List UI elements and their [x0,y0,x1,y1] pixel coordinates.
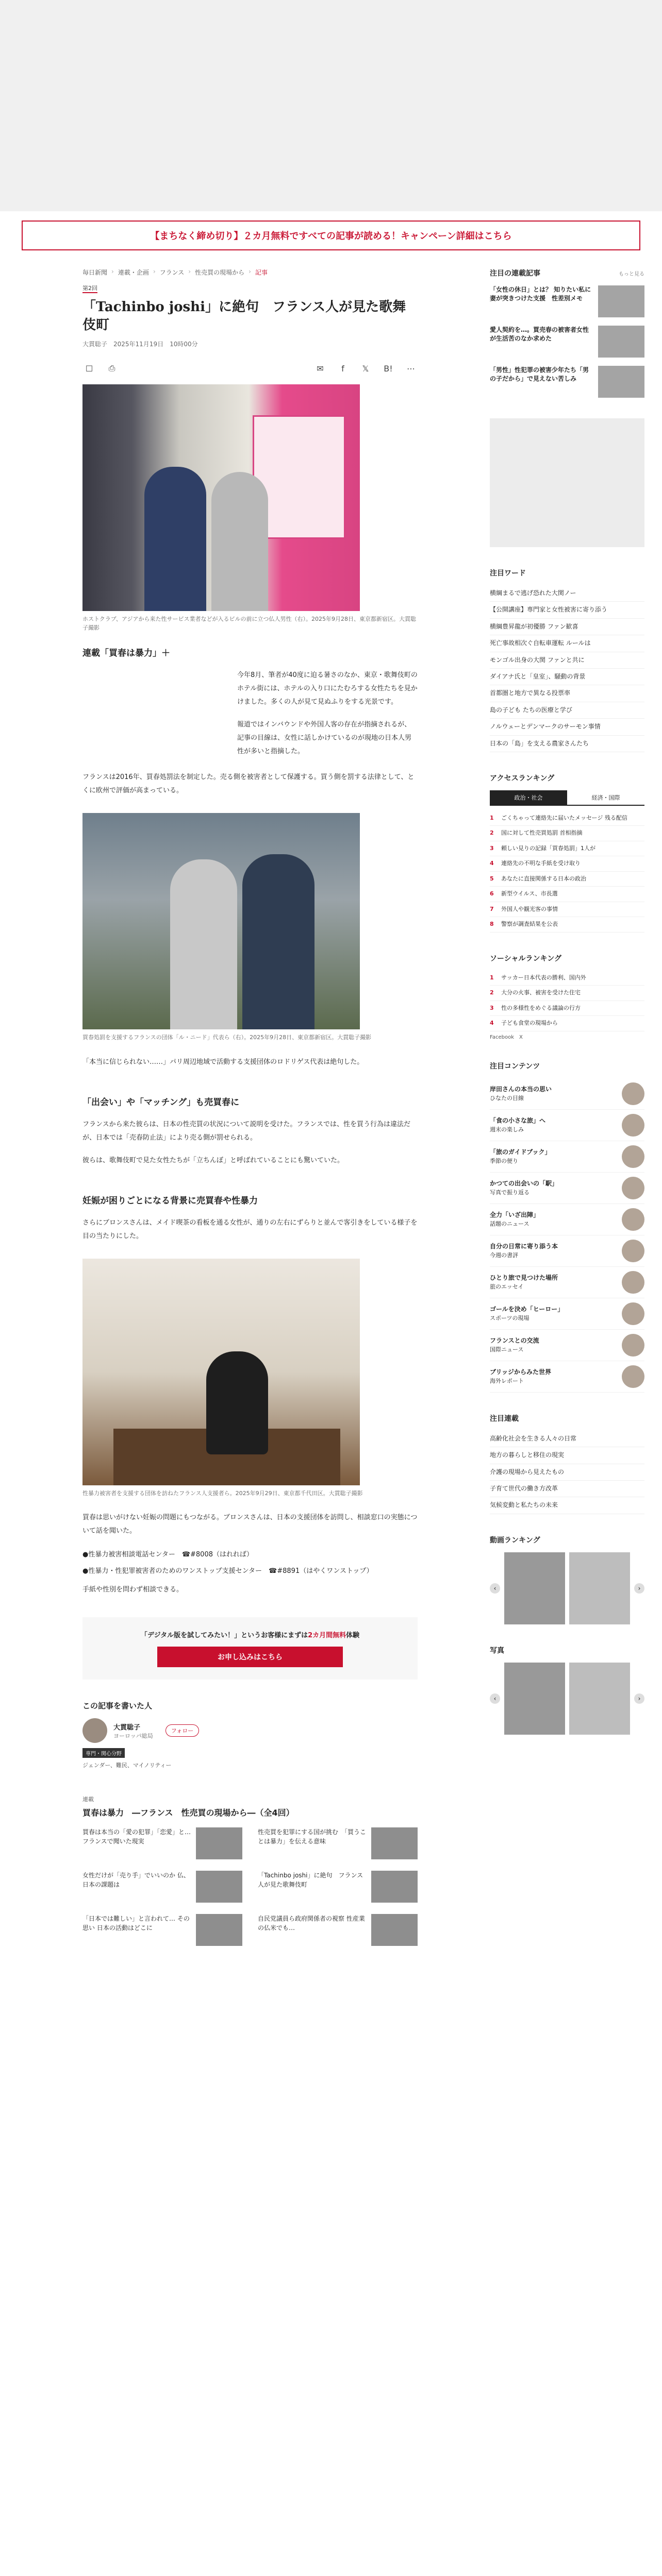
list-item[interactable]: 自分の日常に寄り添う本 今週の書評 [490,1235,644,1267]
sidebar-heading: 注目ワード [490,569,526,578]
sidebar-heading: 注目連載 [490,1414,519,1423]
list-item[interactable]: 横綱まるで逃げ恐れた大関ノー [490,585,644,602]
list-item[interactable]: 8 警察が調査結果を公表 [490,917,644,933]
chevron-right-icon[interactable]: › [634,1583,644,1594]
list-item[interactable]: ダイアナ氏と「皇室」、騒動の背景 [490,669,644,685]
list-item[interactable]: ゴールを決め「ヒーロー」 スポーツの現場 [490,1298,644,1330]
sidebar-heading: 注目コンテンツ [490,1062,540,1071]
list-item[interactable]: 2 大分の火事、被害を受けた住宅 [490,986,644,1001]
article-meta: 大貫聡子 2025年11月19日 10時00分 [82,341,198,348]
x-icon[interactable]: 𝕏 [362,363,369,374]
list-item[interactable]: 気候変動と私たちの未来 [490,1497,644,1514]
series-tag: 第2回 [82,284,97,293]
subscribe-button[interactable]: お申し込みはこちら [157,1647,343,1667]
list-item[interactable]: 愛人契約を…。買売春の被害者女性が生活苦のなか求めた [490,326,644,358]
author-name[interactable]: 大貫聡子 [113,1723,141,1732]
list-item[interactable]: フランスとの交流 国際ニュース [490,1330,644,1361]
list-item[interactable]: 1 サッカー日本代表の勝利、国内外 [490,971,644,986]
hotline-info: ●性暴力被害相談電話センター ☎︎#8008（はれれば） [82,1551,253,1559]
list-item[interactable]: ノルウェーとデンマークのサーモン事情 [490,719,644,735]
section-heading: 妊娠が困りごとになる背景に売買春や性暴力 [82,1195,258,1206]
list-item[interactable]: 「日本では難しい」と言われて… その思い 日本の活動はどこに [82,1914,242,1946]
list-item[interactable]: 1 ごくちゃって連絡先に届いたメッセージ 残る配信 [490,811,644,826]
list-item[interactable]: 3 頼しい見りの記録「買春処罰」1人が [490,841,644,857]
hotline-info: ●性暴力・性犯罪被害者のためのワンストップ支援センター ☎︎#8891（はやくワンストップ） [82,1567,373,1575]
list-item[interactable]: 高齢化社会を生きる人々の日常 [490,1431,644,1447]
list-item[interactable]: 全力「いざ出陣」 話題のニュース [490,1204,644,1235]
list-item[interactable]: 4 子ども食堂の現場から [490,1016,644,1031]
article-main [82,268,418,1946]
list-item[interactable]: 横綱豊昇龍が初優勝 ファン歓喜 [490,619,644,635]
breadcrumb: 毎日新聞 › 連載・企画 › フランス › 性売買の現場から › 記事 [82,268,268,276]
list-item[interactable]: 5 あなたに直接関係する日本の政治 [490,872,644,887]
article-photo [82,1259,360,1485]
list-item[interactable]: ブリッジからみた世界 海外レポート [490,1361,644,1393]
x-follow-link[interactable]: X [519,1034,523,1040]
breadcrumb-item: 記事 [255,269,268,276]
article-paragraph: フランスから来た彼らは、日本の性売買の状況について説明を受けた。フランスでは、性を買う行為は違法だが、日本では「売春防止法」により売る側が罰せられる。 [82,1120,410,1142]
article-paragraph: 彼らは、歌舞伎町で見た女性たちが「立ちんぼ」と呼ばれていることにも驚いていた。 [82,1156,344,1164]
list-item[interactable]: 地方の暮らしと移住の現実 [490,1447,644,1464]
list-item[interactable]: モンゴル出身の大関 ファンと共に [490,652,644,669]
article-paragraph: 手紙や性別を問わず相談できる。 [82,1586,184,1594]
article-paragraph: フランスは2016年、買春処罰法を制定した。売る側を被害者として保護する。買う側を罰する法律として、とくに欧州で評価が高まっている。 [82,773,415,795]
photo-carousel [490,1663,644,1735]
sidebar-heading: ソーシャルランキング [490,954,562,963]
author-heading: この記事を書いた人 [82,1701,153,1711]
article-lead: 今年8月、筆者が40度に迫る暑さのなか、東京・歌舞伎町のホテル街には、ホテルの入り口にたむろする女性たちを見かけました。多くの人が見て見ぬふりをする光景です。 [237,671,418,706]
header-area [0,0,662,211]
photo-card[interactable] [504,1663,565,1735]
related-heading[interactable]: 買春は暴力 ―フランス 性売買の現場から―（全4回） [82,1808,294,1818]
chevron-left-icon[interactable]: ‹ [490,1693,500,1704]
action-bar [82,362,418,375]
list-item[interactable]: かつての出会いの「駅」 写真で振り返る [490,1173,644,1204]
list-item[interactable]: 自民党議員ら政府関係者の視察 性産業の仏米でも… [258,1914,418,1946]
list-item[interactable]: 首都圏と地方で異なる投票率 [490,685,644,702]
list-item[interactable]: 2 国に対して性売買処罰 首相指摘 [490,826,644,841]
breadcrumb-item[interactable]: フランス [159,269,185,276]
chevron-left-icon[interactable]: ‹ [490,1583,500,1594]
section-heading: 「出会い」や「マッチング」も売買春に [82,1097,240,1108]
list-item[interactable]: 岸田さんの本当の思い ひなたの目線 [490,1078,644,1110]
article-photo [82,813,360,1029]
article-paragraph: さらにブロンスさんは、メイド喫茶の看板を通る女性が、通りの左右にずらりと並んで客引きをしている様子を目の当たりにした。 [82,1218,418,1240]
sidebar-heading: 注目の連載記事 もっと見る [490,269,644,278]
list-item[interactable]: 「食の小さな旅」へ 週末の楽しみ [490,1110,644,1141]
list-item[interactable]: 7 外国人や観光客の事情 [490,902,644,918]
tab-politics[interactable]: 政治・社会 [490,790,567,805]
promo-text: 「デジタル版を試してみたい！」というお客様にまずは2カ月間無料体験 [140,1632,360,1640]
sidebar [490,268,644,1755]
list-item[interactable]: 6 新型ウイルス、市長選 [490,887,644,902]
print-icon[interactable]: ⎙ [108,363,115,374]
mail-icon[interactable]: ✉ [317,363,324,374]
article-lead: 報道ではインバウンドや外国人客の存在が指摘されるが、記事の目線は、女性に話しかけているのが現地の日本人男性が多いと指摘した。 [237,721,412,756]
tab-economy[interactable]: 経済・国際 [591,794,620,801]
follow-button[interactable]: フォロー [166,1724,199,1737]
more-icon[interactable]: ⋯ [407,363,415,374]
list-item[interactable]: 女性だけが「売り手」でいいのか 仏、日本の課題は [82,1871,242,1903]
avatar[interactable] [82,1718,107,1743]
breadcrumb-item[interactable]: 連載・企画 [118,269,149,276]
author-box [82,1700,418,1769]
photo-card[interactable] [569,1663,630,1735]
list-item[interactable]: 死亡事故相次ぐ自転車運転 ルールは [490,635,644,652]
article-title: 「Tachinbo joshi」に絶句 フランス人が見た歌舞伎町 [82,299,406,333]
campaign-banner[interactable]: 【まちなく締め切り】２カ月無料ですべての記事が読める！キャンペーン詳細はこちら [22,221,640,250]
article-paragraph: 「本当に信じられない……」パリ周辺地域で活動する支援団体のロドリゲス代表は絶句した。 [82,1058,364,1066]
related-series [82,1795,418,1946]
sidebar-heading: 写真 [490,1646,504,1655]
sidebar-heading: 動画ランキング [490,1536,540,1545]
photo-caption: 性暴力被害者を支援する団体を訪ねたフランス人支援者ら。2025年9月29日、東京都千代田区。大貫聡子撮影 [82,1489,363,1497]
list-item[interactable]: 日本の「島」を支える農家さんたち [490,736,644,752]
sidebar-heading: アクセスランキング [490,774,555,783]
photo-caption: 買春処罰を支援するフランスの団体「ル・ニード」代表ら（右）。2025年9月28日、東京都新宿区。大貫聡子撮影 [82,1034,372,1041]
article-paragraph: 買春は思いがけない妊娠の問題にもつながる。ブロンスさんは、日本の支援団体を訪問し、相談窓口の実態について話を聞いた。 [82,1514,418,1535]
video-card[interactable] [569,1552,630,1624]
video-carousel [490,1552,644,1624]
series-link[interactable]: 連載「買春は暴力」＋ [82,648,170,659]
list-item[interactable]: ひとり旅で見つけた場所 旅のエッセイ [490,1267,644,1298]
more-link[interactable]: もっと見る [619,271,644,277]
facebook-icon[interactable]: f [341,363,344,374]
list-item[interactable]: 「女性の休日」とは？ 知りたい私に妻が突きつけた支援 性差別メモ [490,285,644,317]
list-item[interactable]: 「Tachinbo joshi」に絶句 フランス人が見た歌舞伎町 [258,1871,418,1903]
list-item[interactable]: 3 性の多様性をめぐる議論の行方 [490,1001,644,1016]
list-item[interactable]: 島の子ども たちの医療と学び [490,702,644,719]
chevron-right-icon[interactable]: › [634,1693,644,1704]
list-item[interactable]: 介護の現場から見えたもの [490,1464,644,1481]
article-photo [82,384,360,611]
breadcrumb-item[interactable]: 性売買の現場から [195,269,245,276]
author-role: ヨーロッパ総局 [113,1732,153,1739]
list-item[interactable]: 買春は本当の「愛の犯罪」「恋愛」と… フランスで聞いた現実 [82,1827,242,1859]
list-item[interactable]: 4 連絡先の不明な手紙を受け取り [490,856,644,872]
related-label: 連載 [82,1796,94,1803]
bookmark-icon[interactable]: ☐ [85,363,93,374]
list-item[interactable]: 「男性」性犯罪の被害少年たち「男の子だから」で見えない苦しみ [490,366,644,398]
ad-slot[interactable] [490,418,644,547]
photo-caption: ホストクラブ、アジアから来た性サービス業者などが入るビルの前に立つ仏人男性（右）。2025年9月28日、東京都新宿区。大貫聡子撮影 [82,616,416,631]
list-item[interactable]: 子育て世代の働き方改革 [490,1481,644,1497]
list-item[interactable]: 「旅のガイドブック」 季節の便り [490,1141,644,1173]
subscription-promo [82,1617,418,1680]
list-item[interactable]: 性売買を犯罪にする国が挑む 「買うことは暴力」を伝える意味 [258,1827,418,1859]
facebook-follow-link[interactable]: Facebook [490,1034,514,1040]
interest-pill: 専門・関心分野 [82,1748,125,1758]
breadcrumb-item[interactable]: 毎日新聞 [82,269,108,276]
video-card[interactable] [504,1552,565,1624]
hatena-icon[interactable]: B! [384,363,393,374]
list-item[interactable]: 【公開講座】専門家と女性被害に寄り添う [490,602,644,618]
author-profile: ジェンダー、難民、マイノリティー [82,1762,172,1769]
